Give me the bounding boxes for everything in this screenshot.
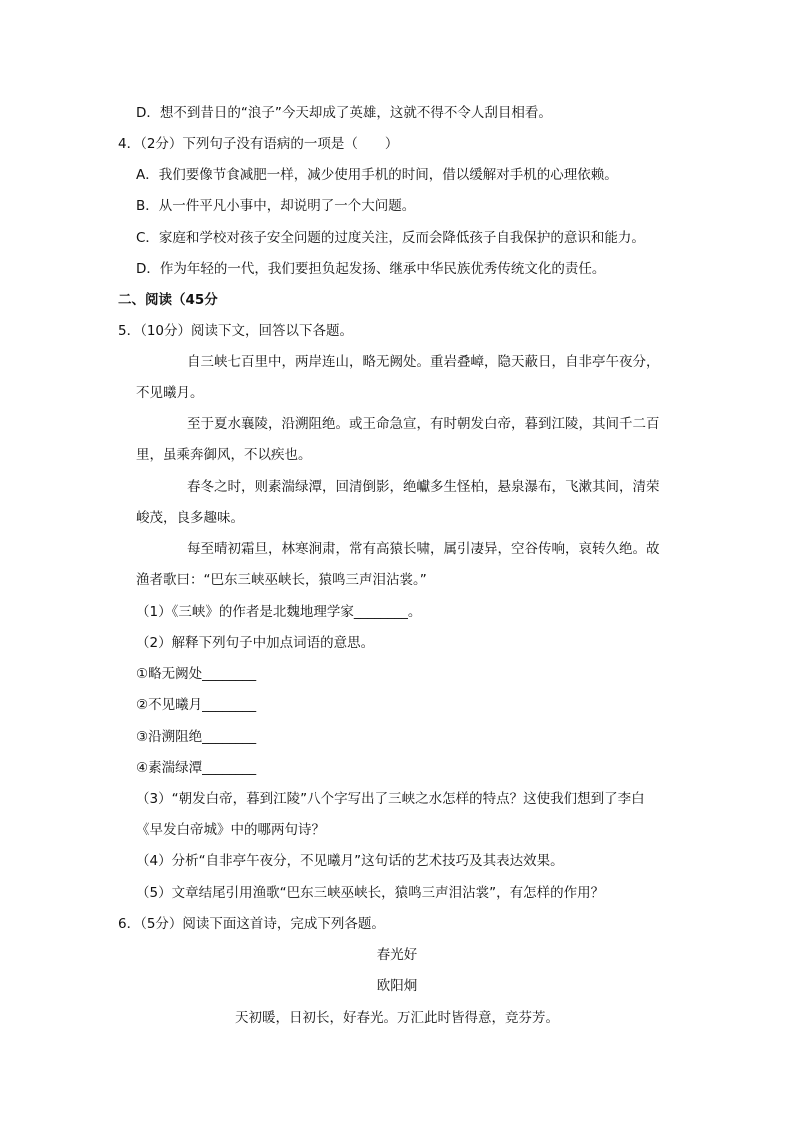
q5-sub5: （5）文章结尾引用渔歌“巴东三峡巫峡长，猿鸣三声泪沾裳”，有怎样的作用？	[136, 885, 605, 901]
q4-option-b: B．从一件平凡小事中，却说明了一个大问题。	[136, 198, 416, 214]
q3-option-d: D．想不到昔日的“浪子”今天却成了英雄，这就不得不令人刮目相看。	[136, 105, 552, 121]
q6-stem: 6．（5分）阅读下面这首诗，完成下列各题。	[118, 916, 385, 932]
q5-sub3: （3）“朝发白帝，暮到江陵”八个字写出了三峡之水怎样的特点？这使我们想到了李白	[136, 791, 645, 807]
passage-line: 春冬之时，则素湍绿潭，回清倒影，绝巘多生怪柏，悬泉瀑布，飞漱其间，清荣	[187, 479, 660, 495]
section-heading: 二、阅读（45分	[118, 292, 218, 308]
passage-line: 自三峡七百里中，两岸连山，略无阙处。重岩叠嶂，隐天蔽日，自非亭午夜分，	[187, 354, 660, 370]
passage-line: 至于夏水襄陵，沿溯阻绝。或王命急宣，有时朝发白帝，暮到江陵，其间千二百	[187, 416, 660, 432]
q4-option-a: A．我们要像节食减肥一样，减少使用手机的时间，借以缓解对手机的心理依赖。	[136, 167, 618, 183]
q5-sub3-cont: 《早发白帝城》中的哪两句诗？	[136, 822, 325, 838]
q5-stem: 5．（10分）阅读下文，回答以下各题。	[118, 323, 354, 339]
passage-line: 峻茂，良多趣味。	[136, 510, 244, 526]
passage-line: 渔者歌曰：“巴东三峡巫峡长，猿鸣三声泪沾裳。”	[136, 572, 427, 588]
q5-item: ③沿溯阻绝________	[136, 729, 257, 745]
passage-line: 每至晴初霜旦，林寒涧肃，常有高猿长啸，属引凄异，空谷传响，哀转久绝。故	[187, 541, 660, 557]
poem-author: 欧阳炯	[376, 978, 418, 994]
q4-option-c: C．家庭和学校对孩子安全问题的过度关注，反而会降低孩子自我保护的意识和能力。	[136, 230, 645, 246]
q5-sub1: （1）《三峡》的作者是北魏地理学家________。	[136, 604, 422, 620]
poem-line: 天初暖，日初长，好春光。万汇此时皆得意，竞芬芳。	[235, 1010, 559, 1026]
q5-item: ①略无阙处________	[136, 666, 257, 682]
q5-sub4: （4）分析“自非亭午夜分，不见曦月”这句话的艺术技巧及其表达效果。	[136, 853, 564, 869]
q5-item: ②不见曦月________	[136, 697, 257, 713]
passage-line: 不见曦月。	[136, 385, 204, 401]
q4-option-d: D．作为年轻的一代，我们要担负起发扬、继承中华民族优秀传统文化的责任。	[136, 261, 606, 277]
q5-item: ④素湍绿潭________	[136, 760, 257, 776]
q4-stem: 4．（2分）下列句子没有语病的一项是（ ）	[118, 136, 399, 152]
passage-line: 里，虽乘奔御风，不以疾也。	[136, 447, 312, 463]
poem-title: 春光好	[376, 947, 418, 963]
q5-sub2: （2）解释下列句子中加点词语的意思。	[136, 635, 375, 651]
